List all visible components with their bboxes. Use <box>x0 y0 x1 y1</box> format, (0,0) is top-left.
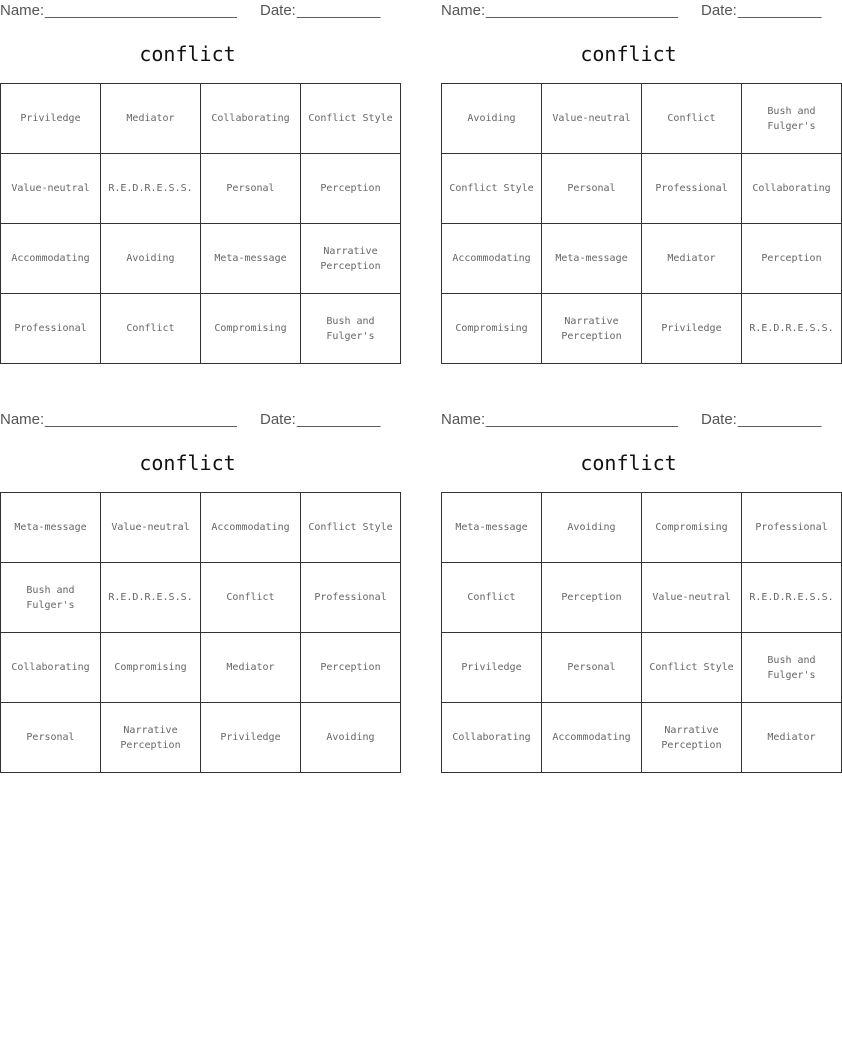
bingo-row <box>1 154 401 224</box>
bingo-cell: Conflict Style <box>642 633 742 703</box>
bingo-row <box>442 294 842 364</box>
bingo-cell: Narrative Perception <box>642 703 742 773</box>
bingo-cell: Bush and Fulger's <box>1 563 101 633</box>
bingo-cell: Narrative Perception <box>301 224 401 294</box>
bingo-cell: Value-neutral <box>1 154 101 224</box>
bingo-cell: Avoiding <box>301 703 401 773</box>
date-label: Date: <box>701 2 737 19</box>
card-header <box>0 409 381 431</box>
bingo-cell: Avoiding <box>101 224 201 294</box>
bingo-cell: Bush and Fulger's <box>742 84 842 154</box>
bingo-cell: Personal <box>542 633 642 703</box>
bingo-cell: Perception <box>301 154 401 224</box>
bingo-cell: Mediator <box>742 703 842 773</box>
bingo-card <box>0 409 393 751</box>
bingo-row <box>442 84 842 154</box>
bingo-cell: R.E.D.R.E.S.S. <box>101 563 201 633</box>
bingo-card <box>441 0 834 342</box>
card-title: conflict <box>139 42 236 66</box>
bingo-row <box>442 633 842 703</box>
bingo-row <box>1 563 401 633</box>
date-label: Date: <box>260 411 296 428</box>
bingo-cell: Mediator <box>201 633 301 703</box>
bingo-cell: Priviledge <box>642 294 742 364</box>
bingo-cell: Compromising <box>442 294 542 364</box>
card-title: conflict <box>580 42 677 66</box>
bingo-cell: Perception <box>742 224 842 294</box>
bingo-cell: Accommodating <box>1 224 101 294</box>
date-line: __________ <box>297 2 381 19</box>
name-label: Name: <box>441 2 486 19</box>
card-header <box>441 409 822 431</box>
bingo-cell: Conflict <box>642 84 742 154</box>
bingo-cell: Collaborating <box>1 633 101 703</box>
bingo-cell: Conflict <box>201 563 301 633</box>
bingo-cell: Professional <box>642 154 742 224</box>
bingo-cell: Compromising <box>201 294 301 364</box>
bingo-row <box>1 294 401 364</box>
bingo-grid <box>0 83 401 364</box>
bingo-cell: Personal <box>542 154 642 224</box>
name-line: _______________________ <box>45 2 237 19</box>
bingo-cell: Priviledge <box>442 633 542 703</box>
bingo-cell: Conflict <box>101 294 201 364</box>
bingo-cell: Conflict <box>442 563 542 633</box>
bingo-grid <box>0 492 401 773</box>
name-line: _______________________ <box>486 2 678 19</box>
bingo-cell: Mediator <box>642 224 742 294</box>
bingo-cell: Accommodating <box>201 493 301 563</box>
bingo-cell: Priviledge <box>201 703 301 773</box>
bingo-cell: Mediator <box>101 84 201 154</box>
bingo-cell: Professional <box>301 563 401 633</box>
bingo-cell: Priviledge <box>1 84 101 154</box>
name-label: Name: <box>0 2 45 19</box>
bingo-cell: Accommodating <box>442 224 542 294</box>
date-label: Date: <box>701 411 737 428</box>
bingo-grid <box>441 492 842 773</box>
bingo-cell: Conflict Style <box>301 493 401 563</box>
bingo-card <box>441 409 834 751</box>
bingo-grid <box>441 83 842 364</box>
bingo-cell: Meta-message <box>201 224 301 294</box>
bingo-row <box>1 633 401 703</box>
bingo-cell: Meta-message <box>542 224 642 294</box>
bingo-row <box>1 84 401 154</box>
bingo-cell: Value-neutral <box>101 493 201 563</box>
bingo-row <box>442 493 842 563</box>
bingo-cell: Compromising <box>642 493 742 563</box>
bingo-cell: Conflict Style <box>301 84 401 154</box>
bingo-cell: Compromising <box>101 633 201 703</box>
name-label: Name: <box>441 411 486 428</box>
bingo-cell: R.E.D.R.E.S.S. <box>742 563 842 633</box>
bingo-cell: Value-neutral <box>542 84 642 154</box>
bingo-cell: Value-neutral <box>642 563 742 633</box>
bingo-cell: Conflict Style <box>442 154 542 224</box>
bingo-cell: Bush and Fulger's <box>742 633 842 703</box>
bingo-row <box>442 154 842 224</box>
bingo-cell: Narrative Perception <box>101 703 201 773</box>
bingo-card <box>0 0 393 342</box>
bingo-row <box>442 703 842 773</box>
bingo-cell: Personal <box>201 154 301 224</box>
bingo-cell: Avoiding <box>442 84 542 154</box>
bingo-cell: Professional <box>1 294 101 364</box>
card-header <box>441 0 822 22</box>
bingo-cell: Personal <box>1 703 101 773</box>
bingo-row <box>1 493 401 563</box>
bingo-cell: Meta-message <box>1 493 101 563</box>
card-header <box>0 0 381 22</box>
bingo-cell: Narrative Perception <box>542 294 642 364</box>
name-line: _______________________ <box>45 411 237 428</box>
date-label: Date: <box>260 2 296 19</box>
bingo-row <box>1 703 401 773</box>
date-line: __________ <box>738 411 822 428</box>
bingo-row <box>442 563 842 633</box>
bingo-row <box>442 224 842 294</box>
bingo-cell: Perception <box>542 563 642 633</box>
bingo-cell: Collaborating <box>442 703 542 773</box>
bingo-cell: Accommodating <box>542 703 642 773</box>
bingo-cell: Perception <box>301 633 401 703</box>
name-label: Name: <box>0 411 45 428</box>
bingo-cell: Meta-message <box>442 493 542 563</box>
bingo-row <box>1 224 401 294</box>
bingo-cell: Avoiding <box>542 493 642 563</box>
name-line: _______________________ <box>486 411 678 428</box>
bingo-cell: Bush and Fulger's <box>301 294 401 364</box>
bingo-cell: Professional <box>742 493 842 563</box>
date-line: __________ <box>297 411 381 428</box>
bingo-cell: Collaborating <box>201 84 301 154</box>
bingo-cell: R.E.D.R.E.S.S. <box>742 294 842 364</box>
date-line: __________ <box>738 2 822 19</box>
card-title: conflict <box>580 451 677 475</box>
card-title: conflict <box>139 451 236 475</box>
bingo-cell: R.E.D.R.E.S.S. <box>101 154 201 224</box>
bingo-cell: Collaborating <box>742 154 842 224</box>
